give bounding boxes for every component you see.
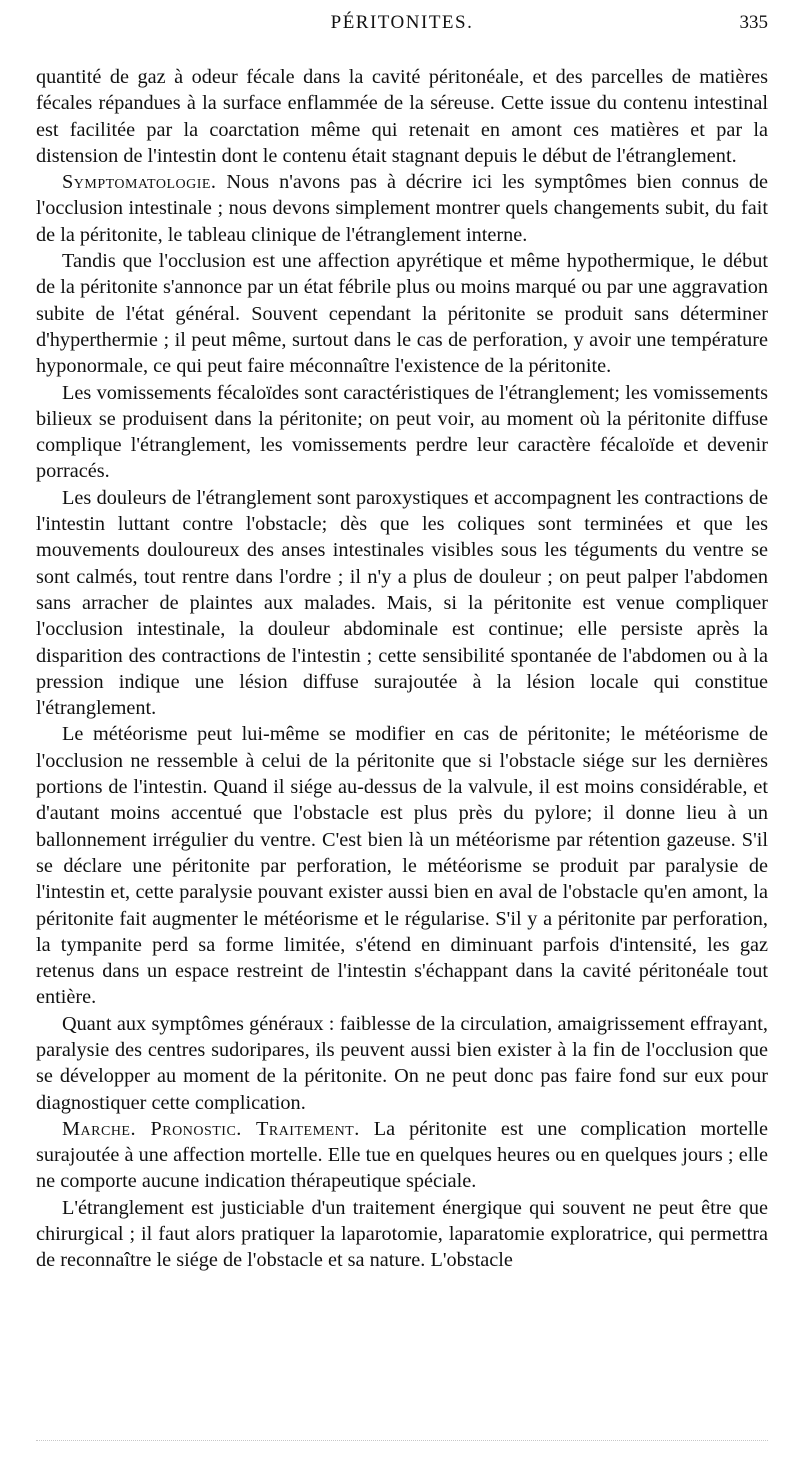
- paragraph-pain: [36, 485, 768, 722]
- running-head: [36, 12, 768, 40]
- paragraph-general-symptoms: [36, 1011, 768, 1116]
- paragraph-continuation: [36, 64, 768, 169]
- paragraph-text: L'étranglement est justiciable d'un traitement énergique qui souvent ne peut être que chirurgical ; il faut alors pratiquer la laparotomie, laparatomie exploratrice, qui permettra de reconnaître le siége de l'obstacle et sa nature. L'obstacle: [36, 1196, 768, 1272]
- paragraph-text: Quant aux symptômes généraux : faiblesse de la circulation, amaigrissement effrayant, paralysie des centres sudoripares, ils peuvent aussi bien exister à la fin de l'occlusion que se développer au moment de la péritonite. On ne peut donc pas faire fond sur eux pour diagnostiquer cette complication.: [36, 1012, 768, 1114]
- paragraph-text: Tandis que l'occlusion est une affection apyrétique et même hypothermique, le début de la péritonite s'annonce par un état fébrile plus ou moins marqué ou par une aggravation subite de l'état général. Souvent cependant la péritonite se produit sans déterminer d'hyperthermie ; il peut même, surtout dans le cas de perforation, y avoir une température hyponormale, ce qui peut faire méconnaître l'existence de la péritonite.: [36, 250, 768, 378]
- paragraph-text: Nous n'avons pas à décrire ici les symptômes bien connus de l'occlusion intestinale ; nous devons simplement montrer quels changements subit, du fait de la péritonite, le tableau clinique de l'étranglement interne.: [36, 171, 768, 246]
- paragraph-treatment: [36, 1195, 768, 1274]
- running-title: PÉRITONITES.: [330, 12, 474, 33]
- paragraph-vomiting: [36, 380, 768, 485]
- scan-artifact-line: [36, 1440, 768, 1443]
- paragraph-text: Les douleurs de l'étranglement sont paroxystiques et accompagnent les contractions de l'intestin luttant contre l'obstacle; dès que les coliques sont terminées et que les mouvements douloureux des anses intestinales visibles sous les téguments du ventre se sont calmés, tout rentre dans l'ordre ; il n'y a plus de douleur ; on peut palper l'abdomen sans arracher de plaintes aux malades. Mais, si la péritonite est venue compliquer l'occlusion intestinale, la douleur abdominale est continue; elle persiste après la disparition des contractions de l'intestin ; cette sensibilité spontanée de l'abdomen ou à la pression indique une lésion diffuse surajoutée à la lésion locale qui constitue l'étranglement.: [36, 486, 768, 720]
- paragraph-fever: [36, 248, 768, 379]
- paragraph-symptomatologie: [36, 169, 768, 248]
- body-text: [36, 64, 768, 1274]
- paragraph-meteorism: [36, 721, 768, 1010]
- section-heading-symptomatologie: Symptomatologie.: [62, 171, 217, 194]
- paragraph-text: La péritonite est une complication mortelle surajoutée à une affection mortelle. Elle tue en quelques heures ou en quelques jours ; elle ne comporte aucune indication thérapeutique spéciale.: [36, 1117, 768, 1193]
- section-heading-marche-pronostic-traitement: Marche. Pronostic. Traitement.: [62, 1117, 360, 1140]
- paragraph-text: Les vomissements fécaloïdes sont caractéristiques de l'étranglement; les vomissements bilieux se produisent dans la péritonite; on peut voir, au moment où la péritonite diffuse complique l'étranglement, les vomissements perdre leur caractère fécaloïde et devenir porracés.: [36, 381, 768, 483]
- paragraph-text: quantité de gaz à odeur fécale dans la cavité péritonéale, et des parcelles de matières fécales répandues à la surface enflammée de la séreuse. Cette issue du contenu intestinal est facilitée par la coarctation même qui retenait en amont ces matières et par la distension de l'intestin dont le contenu était stagnant depuis le début de l'étranglement.: [36, 66, 768, 167]
- paragraph-text: Le météorisme peut lui-même se modifier en cas de péritonite; le météorisme de l'occlusion ne ressemble à celui de la péritonite que si l'obstacle siége sur les dernières portions de l'intestin. Quand il siége au-dessus de la valvule, il est moins considérable, et d'autant moins accentué que l'obstacle est plus près du pylore; il donne lieu à un ballonnement irrégulier du ventre. C'est bien là un météorisme par rétention gazeuse. S'il se déclare une péritonite par perforation, le météorisme se produit par paralysie de l'intestin et, cette paralysie pouvant exister aussi bien en aval de l'obstacle qu'en amont, la péritonite fait augmenter le météorisme et le régularise. S'il y a péritonite par perforation, la tympanite perd sa forme limitée, s'étend en diminuant parfois d'intensité, les gaz retenus dans un espace restreint de l'intestin s'échappant dans la cavité péritonéale tout entière.: [36, 723, 768, 1009]
- page-number: 335: [739, 12, 768, 33]
- paragraph-marche-pronostic: [36, 1116, 768, 1195]
